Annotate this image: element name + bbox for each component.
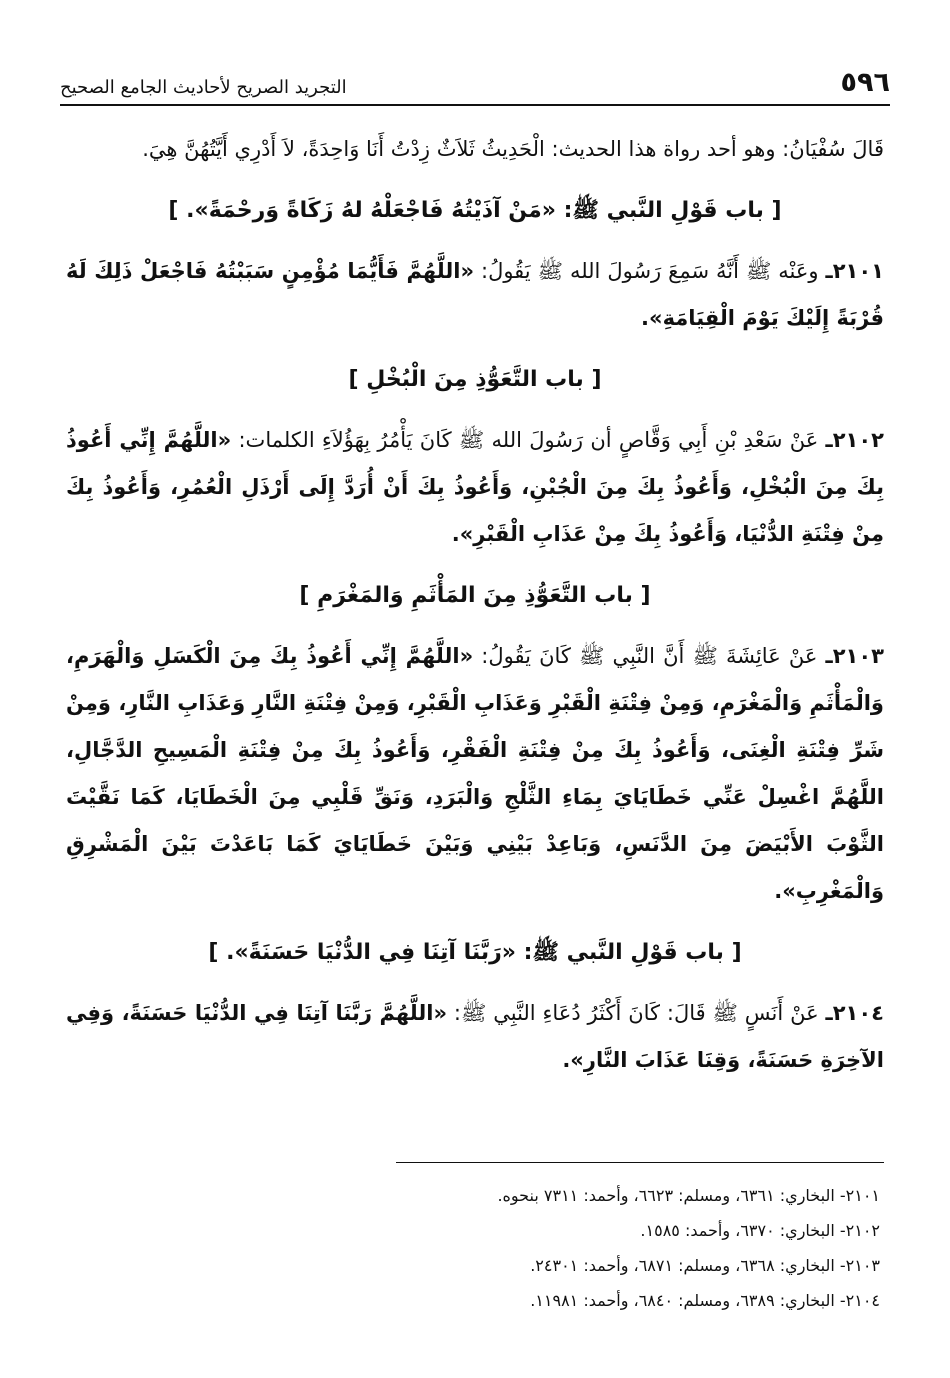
hadith-2103 xyxy=(66,633,884,915)
book-title: التجريد الصريح لأحاديث الجامع الصحيح xyxy=(60,77,347,98)
running-head xyxy=(60,58,890,98)
hadith-intro: عَنْ عَائِشَةَ ﷺ أَنَّ النَّبِي ﷺ كَانَ يَقُولُ: xyxy=(481,644,818,668)
hadith-intro: وعَنْه ﷺ أَنَّهُ سَمِعَ رَسُولَ الله ﷺ يَقُولُ: xyxy=(481,259,819,283)
hadith-intro: عَنْ سَعْدِ بْنِ أَبِي وَقَّاصٍ أن رَسُولَ الله ﷺ كَانَ يَأْمُرُ بِهَؤُلاَءِ الكلمات: xyxy=(238,428,819,452)
footnote-divider xyxy=(396,1162,884,1163)
hadith-number: ٢١٠٤ـ xyxy=(825,1001,884,1025)
footnote-2103: ٢١٠٣- البخاري: ٦٣٦٨، ومسلم: ٦٨٧١، وأحمد: ٢٤٣٠١. xyxy=(530,1256,880,1275)
header-divider xyxy=(60,104,890,106)
footnote-2104: ٢١٠٤- البخاري: ٦٣٨٩، ومسلم: ٦٨٤٠، وأحمد: ١١٩٨١. xyxy=(530,1291,880,1310)
footnote-2101: ٢١٠١- البخاري: ٦٣٦١، ومسلم: ٦٦٢٣، وأحمد: ٧٣١١ بنحوه. xyxy=(497,1186,880,1205)
hadith-2102 xyxy=(66,417,884,558)
hadith-2101 xyxy=(66,248,884,342)
chapter-heading-3: [ باب التَّعَوُّذِ مِنَ المَأْثَمِ وَالمَغْرَمِ ] xyxy=(299,583,651,608)
hadith-quote: «اللَّهُمَّ رَبَّنَا آتِنَا فِي الدُّنْيَا حَسَنَةً، وَفِي الآخِرَةِ حَسَنَةً، وَقِنَا عَذَابَ النَّارِ». xyxy=(66,1001,884,1072)
page-number: ٥٩٦ xyxy=(840,67,890,98)
hadith-number: ٢١٠٢ـ xyxy=(825,428,884,452)
chapter-heading-1: [ باب قَوْلِ النَّبي ﷺ: «مَنْ آذَيْتُهُ فَاجْعَلْهُ لهُ زَكَاةً وَرحْمَةً». ] xyxy=(168,198,782,223)
main-text xyxy=(66,126,884,1084)
hadith-quote: «اللَّهُمَّ فَأَيُّمَا مُؤْمِنٍ سَبَبْتُهُ فَاجْعَلْ ذَلِكَ لَهُ قُرْبَةً إِلَيْكَ يَوْمَ الْقِيَامَةِ». xyxy=(66,259,884,330)
hadith-number: ٢١٠١ـ xyxy=(825,259,884,283)
hadith-quote: «اللَّهُمَّ إِنِّي أَعُوذُ بِكَ مِنَ الْبُخْلِ، وَأَعُوذُ بِكَ مِنَ الْجُبْنِ، وَأَعُوذُ بِكَ أَنْ أُرَدَّ إِلَى أَرْذَلِ الْعُمُرِ، وَأَعُوذُ بِكَ مِنْ فِتْنَةِ الدُّنْيَا، وَأَعُوذُ بِكَ مِنْ عَذَابِ الْقَبْرِ». xyxy=(66,428,884,546)
footnote-2102: ٢١٠٢- البخاري: ٦٣٧٠، وأحمد: ١٥٨٥. xyxy=(640,1221,880,1240)
chapter-heading-2: [ باب التَّعَوُّذِ مِنَ الْبُخْلِ ] xyxy=(348,367,602,392)
chapter-heading-4: [ باب قَوْلِ النَّبي ﷺ: «رَبَّنَا آتِنَا فِي الدُّنْيَا حَسَنَةً». ] xyxy=(208,940,742,965)
hadith-intro: عَنْ أَنَسٍ ﷺ قَالَ: كَانَ أَكْثَرُ دُعَاءِ النَّبِي ﷺ: xyxy=(453,1001,819,1025)
hadith-number: ٢١٠٣ـ xyxy=(825,644,884,668)
footnotes xyxy=(66,1178,880,1318)
narrator-note: قَالَ سُفْيَانُ: وهو أحد رواة هذا الحديث: الْحَدِيثُ ثَلاَثٌ زِدْتُ أَنَا وَاحِدَةً، لاَ أَدْرِي أَيَّتُهُنَّ هِيَ. xyxy=(142,137,884,161)
hadith-2104 xyxy=(66,990,884,1084)
hadith-quote: «اللَّهُمَّ إِنِّي أَعُوذُ بِكَ مِنَ الْكَسَلِ وَالْهَرَمِ، وَالْمَأْثَمِ وَالْمَغْرَمِ، وَمِنْ فِتْنَةِ الْقَبْرِ وَعَذَابِ الْقَبْرِ، وَمِنْ فِتْنَةِ النَّارِ وَعَذَابِ النَّارِ، وَمِنْ شَرِّ فِتْنَةِ الْغِنَى، وَأَعُوذُ بِكَ مِنْ فِتْنَةِ الْفَقْرِ، وَأَعُوذُ بِكَ مِنْ فِتْنَةِ الْمَسِيحِ الدَّجَّالِ، اللَّهُمَّ اغْسِلْ عَنِّي خَطَايَايَ بِمَاءِ الثَّلْجِ وَالْبَرَدِ، وَنَقِّ قَلْبِي مِنَ الْخَطَايَا، كَمَا نَقَّيْتَ الثَّوْبَ الأَبْيَضَ مِنَ الدَّنَسِ، وَبَاعِدْ بَيْنِي وَبَيْنَ خَطَايَايَ كَمَا بَاعَدْتَ بَيْنَ الْمَشْرِقِ وَالْمَغْرِبِ». xyxy=(66,644,884,903)
